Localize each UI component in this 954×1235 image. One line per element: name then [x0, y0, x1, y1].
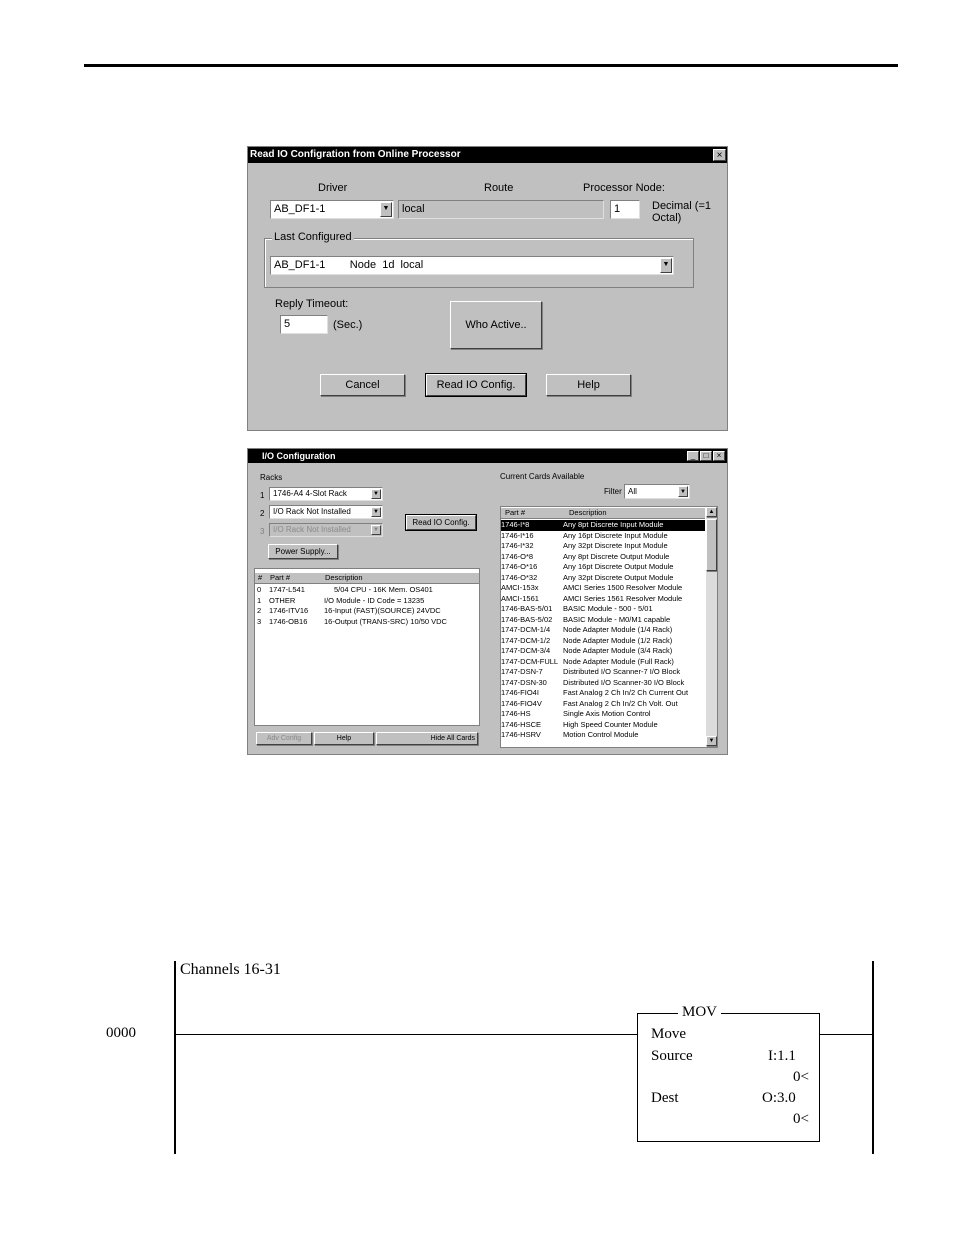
power-supply-button[interactable]: Power Supply... — [268, 544, 338, 559]
processor-node-label: Processor Node: — [583, 182, 665, 194]
rack-1-value: 1746-A4 4-Slot Rack — [273, 489, 347, 498]
rack-3-value: I/O Rack Not Installed — [273, 525, 351, 534]
card-part: 1746-BAS-5/01 — [501, 604, 553, 613]
card-description: Node Adapter Module (Full Rack) — [563, 656, 674, 666]
route-label: Route — [484, 182, 514, 194]
list-item[interactable] — [501, 709, 705, 720]
card-description: High Speed Counter Module — [563, 719, 658, 729]
list-item[interactable] — [501, 541, 705, 552]
last-configured-label: Last Configured — [274, 231, 352, 243]
card-part: 1746-O*16 — [501, 562, 538, 571]
right-power-rail — [872, 961, 874, 1154]
card-part: 1747-DCM-3/4 — [501, 646, 551, 655]
list-item[interactable] — [501, 562, 705, 573]
rack-number: 1 — [260, 491, 265, 500]
list-item[interactable] — [501, 699, 705, 710]
cards-list-header — [501, 508, 705, 519]
node-hint: Decimal (=1 Octal) — [652, 200, 711, 224]
chevron-down-icon[interactable]: ▼ — [706, 736, 717, 746]
card-description: Single Axis Motion Control — [563, 709, 651, 718]
card-part: 1747-DCM-FULL — [501, 656, 559, 666]
card-part: 1746-HSCE — [501, 719, 542, 729]
card-part: 1746-O*8 — [501, 551, 534, 561]
dest-label: Dest — [651, 1090, 679, 1106]
rack-3-select — [269, 523, 383, 537]
card-part: 1746-HS — [501, 709, 531, 718]
card-description: Any 16pt Discrete Output Module — [563, 562, 674, 571]
read-io-config-button[interactable]: Read IO Config. — [426, 374, 526, 396]
adv-config-button: Adv Config — [256, 732, 312, 745]
card-description: AMCI Series 1561 Resolver Module — [563, 593, 683, 603]
instruction-mnemonic: MOV — [678, 1004, 721, 1021]
column-header: Description — [325, 573, 363, 582]
rack-2-value: I/O Rack Not Installed — [273, 507, 351, 516]
list-item[interactable] — [501, 583, 705, 594]
card-part: 1747-DSN-30 — [501, 677, 547, 687]
card-description: Node Adapter Module (3/4 Rack) — [563, 646, 673, 655]
card-description: Fast Analog 2 Ch In/2 Ch Current Out — [563, 688, 689, 697]
list-item[interactable] — [501, 573, 705, 584]
minimize-icon[interactable]: _ — [687, 451, 699, 461]
card-description: BASIC Module - M0/M1 capable — [563, 614, 671, 624]
card-part: 1746-I*16 — [501, 530, 534, 540]
read-io-config-dialog — [247, 146, 728, 431]
reply-timeout-label: Reply Timeout: — [275, 298, 349, 310]
list-item[interactable] — [501, 615, 705, 626]
card-part: 1746-BAS-5/02 — [501, 614, 553, 624]
slot-number: 2 — [257, 606, 262, 615]
card-description: BASIC Module - 500 - 5/01 — [563, 604, 653, 613]
chevron-down-icon[interactable]: ▼ — [678, 486, 688, 497]
list-item[interactable] — [501, 625, 705, 636]
column-header: Part # — [270, 573, 291, 582]
card-description: Any 16pt Discrete Input Module — [563, 530, 668, 540]
rung-wire — [176, 1034, 637, 1035]
rack-2-select[interactable] — [269, 505, 383, 519]
racks-label: Racks — [260, 473, 283, 482]
reply-timeout-input[interactable]: 5 — [280, 315, 328, 334]
list-item[interactable] — [501, 678, 705, 689]
card-part: 1746-FIO4V — [501, 698, 542, 708]
cancel-button[interactable]: Cancel — [320, 374, 405, 396]
rung-number: 0000 — [106, 1025, 136, 1041]
card-description: Distributed I/O Scanner-30 I/O Block — [563, 677, 685, 687]
slot-part: 1746-ITV16 — [269, 606, 309, 615]
chevron-down-icon[interactable]: ▼ — [380, 202, 392, 217]
table-row[interactable] — [255, 617, 479, 628]
close-icon[interactable]: × — [713, 451, 725, 461]
current-cards-label: Current Cards Available — [500, 472, 585, 481]
card-part: AMCI-1561 — [501, 593, 539, 603]
window-title: I/O Configuration — [248, 449, 727, 463]
read-io-config-button[interactable]: Read IO Config. — [406, 515, 476, 530]
card-part: 1746-HSRV — [501, 730, 541, 739]
column-header: Description — [569, 508, 607, 517]
scrollbar-thumb[interactable] — [706, 519, 717, 571]
driver-label: Driver — [318, 182, 348, 194]
left-power-rail — [174, 961, 176, 1154]
rung-comment: Channels 16-31 — [180, 961, 281, 978]
card-description: Any 32pt Discrete Output Module — [563, 572, 674, 582]
card-part: 1746-I*32 — [501, 541, 534, 550]
card-part: 1747-DCM-1/4 — [501, 625, 551, 634]
slot-list-header — [255, 573, 479, 584]
dest-value: 0< — [793, 1111, 809, 1127]
list-item[interactable] — [501, 657, 705, 668]
who-active-button[interactable]: Who Active.. — [450, 301, 542, 349]
card-part: 1746-FIO4I — [501, 688, 539, 697]
card-part: AMCI-153x — [501, 583, 539, 592]
current-cards-list — [500, 506, 718, 748]
rack-number: 3 — [260, 527, 265, 536]
slot-description: 5/04 CPU - 16K Mem. OS401 — [334, 585, 433, 594]
filter-label: Filter — [604, 487, 622, 496]
source-label: Source — [651, 1048, 693, 1064]
table-row[interactable] — [255, 606, 479, 617]
instruction-name: Move — [651, 1026, 686, 1042]
slot-description: I/O Module - ID Code = 13235 — [324, 595, 425, 605]
filter-value: All — [628, 487, 637, 496]
hide-all-cards-button[interactable]: Hide All Cards — [376, 732, 478, 745]
card-description: AMCI Series 1500 Resolver Module — [563, 583, 683, 592]
card-description: Any 32pt Discrete Input Module — [563, 541, 668, 550]
rack-number: 2 — [260, 509, 265, 518]
chevron-down-icon[interactable]: ▼ — [660, 258, 672, 273]
mov-instruction-block[interactable] — [637, 1004, 820, 1142]
card-description: Any 8pt Discrete Input Module — [563, 520, 664, 529]
list-item[interactable] — [501, 646, 705, 657]
last-configured-value: AB_DF1-1 Node 1d local — [274, 259, 424, 271]
card-rows — [501, 520, 705, 741]
column-header: Part # — [505, 508, 526, 517]
list-item[interactable] — [501, 520, 705, 531]
card-description: Distributed I/O Scanner-7 I/O Block — [563, 667, 681, 676]
card-description: Fast Analog 2 Ch In/2 Ch Volt. Out — [563, 698, 678, 708]
card-part: 1747-DSN-7 — [501, 667, 543, 676]
card-description: Node Adapter Module (1/4 Rack) — [563, 625, 673, 634]
driver-select[interactable] — [270, 200, 394, 219]
column-header: # — [258, 573, 263, 582]
reply-timeout-unit: (Sec.) — [333, 319, 363, 331]
list-item[interactable] — [501, 720, 705, 731]
slot-part: 1746-OB16 — [269, 616, 308, 626]
list-item[interactable] — [501, 730, 705, 741]
close-icon[interactable]: × — [713, 149, 726, 161]
chevron-down-icon[interactable]: ▼ — [371, 507, 381, 517]
table-row[interactable] — [255, 596, 479, 607]
list-item[interactable] — [501, 636, 705, 647]
slot-number: 1 — [257, 595, 262, 605]
chevron-down-icon: ▼ — [371, 525, 381, 535]
last-configured-select[interactable] — [270, 256, 674, 275]
list-item[interactable] — [501, 594, 705, 605]
help-button[interactable]: Help — [314, 732, 374, 745]
help-button[interactable]: Help — [546, 374, 631, 396]
rack-slot-list — [254, 568, 480, 726]
card-part: 1747-DCM-1/2 — [501, 635, 551, 645]
filter-select[interactable] — [624, 484, 690, 499]
list-item[interactable] — [501, 667, 705, 678]
rack-1-select[interactable] — [269, 487, 383, 501]
slot-number: 0 — [257, 585, 262, 594]
chevron-up-icon[interactable]: ▲ — [706, 507, 717, 517]
list-item[interactable] — [501, 531, 705, 542]
slot-number: 3 — [257, 616, 262, 626]
card-description: Node Adapter Module (1/2 Rack) — [563, 635, 673, 645]
list-item[interactable] — [501, 604, 705, 615]
list-item[interactable] — [501, 688, 705, 699]
io-configuration-window — [247, 448, 728, 755]
processor-node-input[interactable]: 1 — [610, 200, 640, 219]
slot-description: 16-Output (TRANS-SRC) 10/50 VDC — [324, 616, 447, 626]
card-description: Motion Control Module — [563, 730, 639, 739]
dialog-title: Read IO Configration from Online Processor — [248, 147, 727, 163]
card-part: 1746-O*32 — [501, 572, 538, 582]
slot-part: 1747-L541 — [269, 585, 305, 594]
list-item[interactable] — [501, 552, 705, 563]
chevron-down-icon[interactable]: ▼ — [371, 489, 381, 499]
driver-value: AB_DF1-1 — [274, 203, 326, 215]
cards-scrollbar[interactable] — [706, 507, 717, 747]
slot-description: 16-Input (FAST)(SOURCE) 24VDC — [324, 606, 441, 615]
maximize-icon[interactable]: □ — [700, 451, 712, 461]
page-header-rule — [84, 64, 898, 67]
source-address: I:1.1 — [768, 1048, 796, 1064]
card-part: 1746-I*8 — [501, 520, 530, 529]
route-field: local — [398, 200, 604, 219]
slot-rows — [255, 585, 479, 627]
slot-part: OTHER — [269, 595, 296, 605]
table-row[interactable] — [255, 585, 479, 596]
rung-wire — [819, 1034, 872, 1035]
dest-address: O:3.0 — [762, 1090, 796, 1106]
source-value: 0< — [793, 1069, 809, 1085]
card-description: Any 8pt Discrete Output Module — [563, 551, 670, 561]
